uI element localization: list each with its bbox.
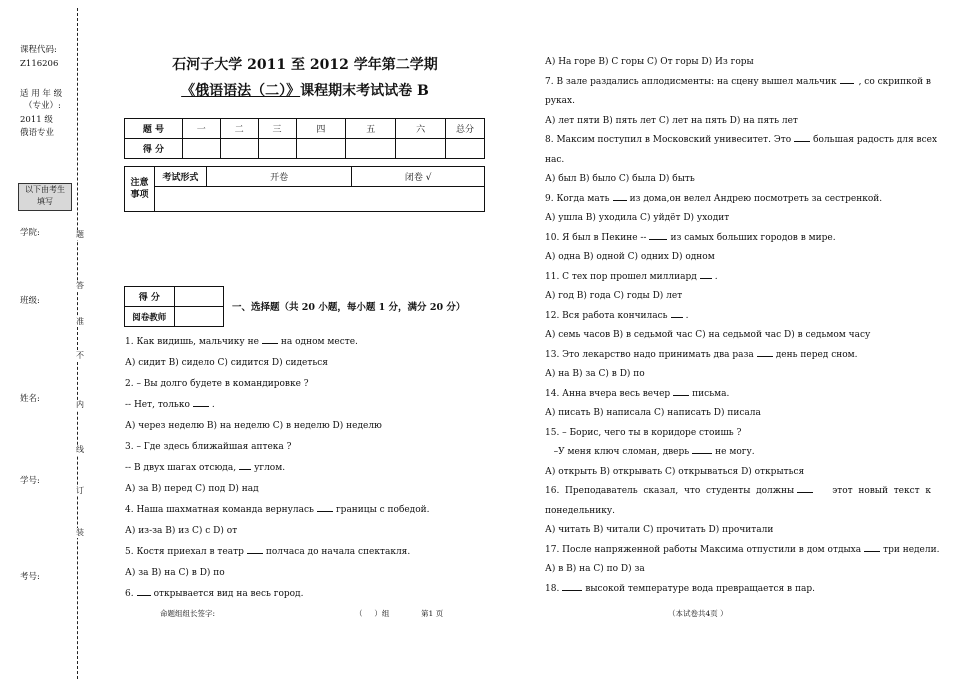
question-text: 7. В зале раздались аплодисменты: на сцену вышел мальчик xyxy=(545,76,837,87)
answer-blank[interactable] xyxy=(247,544,263,554)
score-header-cell: 六 xyxy=(396,119,446,139)
score-cell xyxy=(182,139,220,159)
section-score-cell xyxy=(174,287,223,307)
answer-blank[interactable] xyxy=(673,386,689,396)
question-text: . xyxy=(685,310,689,321)
question-text: 1. Как видишь, мальчику не xyxy=(125,337,259,347)
score-header-cell: 三 xyxy=(258,119,296,139)
footer-page: 第1 页 xyxy=(421,609,444,618)
question-line: 3. – Где здесь ближайшая аптека ? xyxy=(125,442,292,452)
question-line: А) год В) года С) годы D) лет xyxy=(545,291,683,301)
question-text: на одном месте. xyxy=(280,337,358,347)
answer-blank[interactable] xyxy=(864,542,880,552)
course-code-label: 课程代码: xyxy=(20,45,57,55)
score-header-cell: 一 xyxy=(182,119,220,139)
question-text: из самых больших городов в мире. xyxy=(670,232,836,243)
question-line: А) открыть В) открывать С) открываться D) открыться xyxy=(545,466,805,477)
question-line: А) за В) на С) в D) по xyxy=(125,568,225,578)
footer-total: （本试卷共4页 ） xyxy=(668,609,728,618)
question-text: . xyxy=(714,271,718,282)
answer-blank[interactable] xyxy=(794,132,810,142)
notice-label: 注意 事项 xyxy=(125,167,155,212)
question-line xyxy=(545,482,931,502)
name-label: 姓名: xyxy=(20,394,40,404)
answer-blank[interactable] xyxy=(797,483,813,493)
grade-label-2: （专业）: xyxy=(24,101,61,111)
question-line xyxy=(545,541,940,561)
question-text: -- Нет, только xyxy=(125,400,190,410)
binding-line xyxy=(77,8,78,679)
score-cell xyxy=(258,139,296,159)
question-text: 12. Вся работа кончилась xyxy=(545,310,668,321)
answer-blank[interactable] xyxy=(262,334,278,344)
course-code: Z116206 xyxy=(20,59,59,69)
question-text: этот новый текст к xyxy=(832,486,931,496)
question-line xyxy=(545,131,938,151)
right-question-column xyxy=(545,53,940,599)
answer-blank[interactable] xyxy=(700,269,712,279)
question-text: 10. Я был в Пекине -- xyxy=(545,232,647,243)
question-text: три недели. xyxy=(883,544,940,555)
answer-blank[interactable] xyxy=(317,502,333,512)
question-line: А) семь часов В) в седьмой час С) на седьмой час D) в седьмом часу xyxy=(545,330,871,340)
question-line: А) На горе В) С горы С) От горы D) Из горы xyxy=(545,57,754,67)
footer-signature: 命题组组长签字: xyxy=(160,609,216,618)
question-text: 16. Преподаватель сказал, что студенты должны xyxy=(545,486,795,496)
score-cell xyxy=(446,139,485,159)
id-label: 学号: xyxy=(20,476,40,486)
grade: 2011 级 xyxy=(20,115,53,125)
section-title: 一、选择题（共 20 小题，每小题 1 分，满分 20 分） xyxy=(232,302,466,313)
question-line: 15. – Борис, чего ты в коридоре стоишь ? xyxy=(545,427,742,438)
question-segment xyxy=(545,131,813,151)
question-text: высокой температуре вода превращается в пар. xyxy=(585,583,815,594)
binding-char: 订 xyxy=(76,486,84,495)
question-text: 8. Максим поступил в Московский унивеситет. Это xyxy=(545,135,792,145)
question-line: А) через неделю В) на неделю С) в неделю D) неделю xyxy=(125,421,382,431)
question-line: А) лет пяти В) пять лет С) лет на пять D) на пять лет xyxy=(545,115,798,126)
answer-blank[interactable] xyxy=(840,74,854,84)
question-text: –У меня ключ сломан, дверь xyxy=(545,447,690,457)
fill-box: 以下由考生 填写 xyxy=(18,183,72,211)
binding-char: 装 xyxy=(76,528,84,537)
binding-char: 准 xyxy=(76,317,84,326)
open-book: 开卷 xyxy=(206,167,352,187)
score-row-label: 得 分 xyxy=(125,139,183,159)
question-text: 13. Это лекарство надо принимать два раза xyxy=(545,349,754,360)
question-text: 11. С тех пор прошел миллиард xyxy=(545,271,697,282)
score-header-cell: 四 xyxy=(296,119,346,139)
class-label: 班级: xyxy=(20,296,40,306)
question-line xyxy=(125,584,485,605)
answer-blank[interactable] xyxy=(649,230,667,240)
score-cell xyxy=(396,139,446,159)
answer-blank[interactable] xyxy=(757,347,773,357)
question-line: А) одна В) одной С) одних D) одном xyxy=(545,252,715,262)
question-line: А) на В) за С) в D) по xyxy=(545,369,645,379)
question-line: А) ушла В) уходила С) уйдёт D) уходит xyxy=(545,213,730,223)
question-line xyxy=(125,332,485,353)
exam-title-1: 石河子大学 2011 至 2012 学年第二学期 xyxy=(172,57,438,73)
question-line: понедельнику. xyxy=(545,505,616,516)
question-text: открывается вид на весь город. xyxy=(153,589,304,599)
binding-char: 题 xyxy=(76,230,84,239)
question-text: 18. xyxy=(545,583,560,594)
question-line xyxy=(545,385,931,405)
question-text: , со скрипкой в xyxy=(858,76,931,87)
exam-title-rest: 课程期末考试试卷 B xyxy=(300,83,429,99)
question-text: 17. После напряженной работы Максима отпустили в дом отдыха xyxy=(545,544,862,555)
question-line xyxy=(545,346,931,366)
score-header-cell: 五 xyxy=(346,119,396,139)
question-line: А) за В) перед С) под D) над xyxy=(125,484,259,494)
question-line xyxy=(545,580,931,600)
question-text: 9. Когда мать xyxy=(545,193,610,204)
question-line xyxy=(125,458,485,479)
score-cell xyxy=(296,139,346,159)
question-line: А) сидит В) сидело С) сидится D) сидеться xyxy=(125,358,328,368)
college-label: 学院: xyxy=(20,228,40,238)
question-segment xyxy=(545,482,816,502)
question-text: 5. Костя приехал в театр xyxy=(125,547,244,557)
question-text: углом. xyxy=(254,463,286,473)
question-text: 14. Анна вчера весь вечер xyxy=(545,388,671,399)
section-score-box xyxy=(124,286,224,327)
question-segment xyxy=(545,73,857,93)
question-line: А) был В) было С) была D) быть xyxy=(545,174,695,184)
question-text: из дома,он велел Андрею посмотреть за сестренкой. xyxy=(629,193,883,204)
question-text: не могу. xyxy=(715,447,755,457)
question-line: А) из-за В) из С) с D) от xyxy=(125,526,238,536)
footer-group: （ ）组 xyxy=(355,609,390,618)
score-cell xyxy=(220,139,258,159)
question-text: полчаса до начала спектакля. xyxy=(265,547,411,557)
answer-blank[interactable] xyxy=(239,460,251,470)
question-line: А) в В) на С) по D) за xyxy=(545,564,645,574)
question-text: . xyxy=(211,400,215,410)
answer-blank[interactable] xyxy=(613,191,627,201)
question-line: 2. – Вы долго будете в командировке ? xyxy=(125,379,309,389)
answer-blank[interactable] xyxy=(671,308,683,318)
question-text: письма. xyxy=(692,388,730,399)
question-line: руках. xyxy=(545,96,575,106)
binding-char: 线 xyxy=(76,445,84,454)
question-line xyxy=(545,190,931,210)
notice-table xyxy=(124,166,485,212)
question-text: большая радость для всех xyxy=(813,135,938,145)
question-line xyxy=(125,395,485,416)
score-cell xyxy=(346,139,396,159)
question-text: -- В двух шагах отсюда, xyxy=(125,463,237,473)
course-name: 《俄语语法（二）》 xyxy=(181,83,301,99)
question-text: 6. xyxy=(125,589,134,599)
question-line xyxy=(545,268,931,288)
binding-char: 答 xyxy=(76,281,84,290)
exam-title-2 xyxy=(125,80,485,100)
grade-label: 适 用 年 级 xyxy=(20,89,63,99)
question-text: день перед сном. xyxy=(775,349,858,360)
question-line xyxy=(125,542,485,563)
question-line: нас. xyxy=(545,154,565,165)
binding-char: 内 xyxy=(76,400,84,409)
question-line xyxy=(545,229,931,249)
question-line xyxy=(545,443,931,463)
answer-blank[interactable] xyxy=(562,581,582,591)
question-text: 4. Наша шахматная команда вернулась xyxy=(125,505,314,515)
question-text: границы с победой. xyxy=(335,505,430,515)
score-header-label: 题 号 xyxy=(125,119,183,139)
answer-blank[interactable] xyxy=(193,397,209,407)
score-table xyxy=(124,118,485,159)
notice-content xyxy=(154,187,484,212)
question-line: А) читать В) читали С) прочитать D) прочитали xyxy=(545,525,774,535)
answer-blank[interactable] xyxy=(692,444,712,454)
grader-cell xyxy=(174,307,223,327)
score-header-cell: 二 xyxy=(220,119,258,139)
closed-book: 闭卷 √ xyxy=(352,167,485,187)
question-line xyxy=(545,307,931,327)
grader-label: 阅卷教师 xyxy=(125,307,175,327)
question-line xyxy=(545,73,931,93)
question-line xyxy=(125,500,485,521)
exam-no-label: 考号: xyxy=(20,572,40,582)
major: 俄语专业 xyxy=(20,128,55,138)
score-header-cell: 总分 xyxy=(446,119,485,139)
answer-blank[interactable] xyxy=(137,586,151,596)
section-score-label: 得 分 xyxy=(125,287,175,307)
binding-char: 不 xyxy=(76,351,84,360)
question-line: А) писать В) написала С) написать D) писала xyxy=(545,408,761,418)
left-question-column xyxy=(125,332,485,605)
exam-form-label: 考试形式 xyxy=(154,167,206,187)
